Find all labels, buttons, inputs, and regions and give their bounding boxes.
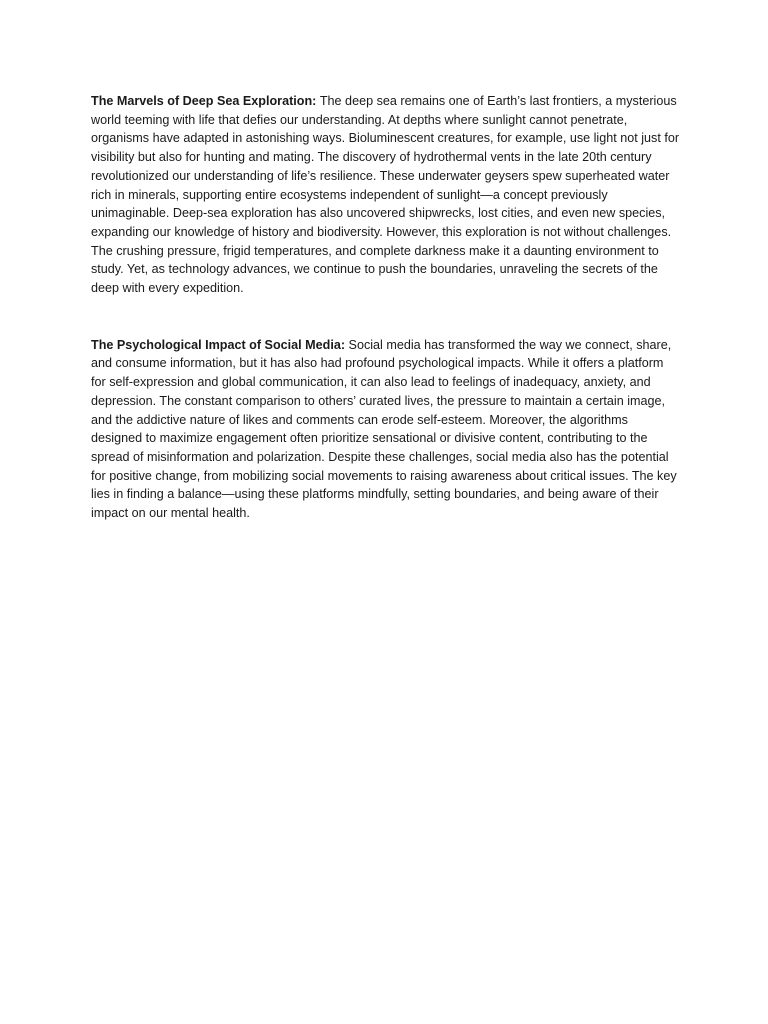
paragraph-heading: The Marvels of Deep Sea Exploration: bbox=[91, 94, 320, 108]
paragraph-heading: The Psychological Impact of Social Media: bbox=[91, 337, 349, 352]
paragraph-text: The deep sea remains one of Earth’s last frontiers, a mysterious world teeming with life that defies our understanding. At depths where sunlight cannot penetrate, organisms have adapted in astonishing ways. Bioluminescent creatures, for example, use light not just for visibility but also for hunting and mating. The discovery of hydrothermal vents in the late 20th century revolutionized our understanding of life’s resilience. These underwater geysers spew superheated water rich in minerals, supporting entire ecosystems independent of sunlight—a concept previously unimaginable. Deep-sea exploration has also uncovered shipwrecks, lost cities, and even new species, expanding our knowledge of history and biodiversity. However, this exploration is not without challenges. The crushing pressure, frigid temperatures, and complete darkness make it a daunting environment to study. Yet, as technology advances, we continue to push the boundaries, unraveling the secrets of the deep with every expedition. bbox=[91, 94, 680, 296]
paragraph-text: Social media has transformed the way we connect, share, and consume information, but it has also had profound psychological impacts. While it offers a platform for self-expression and global communication, it can also lead to feelings of inadequacy, anxiety, and depression. The constant comparison to others’ curated lives, the pressure to maintain a certain image, and the addictive nature of likes and comments can erode self-esteem. Moreover, the algorithms designed to maximize engagement often prioritize sensational or divisive content, contributing to the spread of misinformation and polarization. Despite these challenges, social media also has the potential for positive change, from mobilizing social movements to raising awareness about critical issues. The key lies in finding a balance—using these platforms mindfully, setting boundaries, and being aware of their impact on our mental health. bbox=[91, 337, 677, 521]
document-body bbox=[91, 92, 681, 561]
paragraph-social-media bbox=[91, 336, 681, 523]
paragraph-deep-sea bbox=[91, 92, 681, 298]
